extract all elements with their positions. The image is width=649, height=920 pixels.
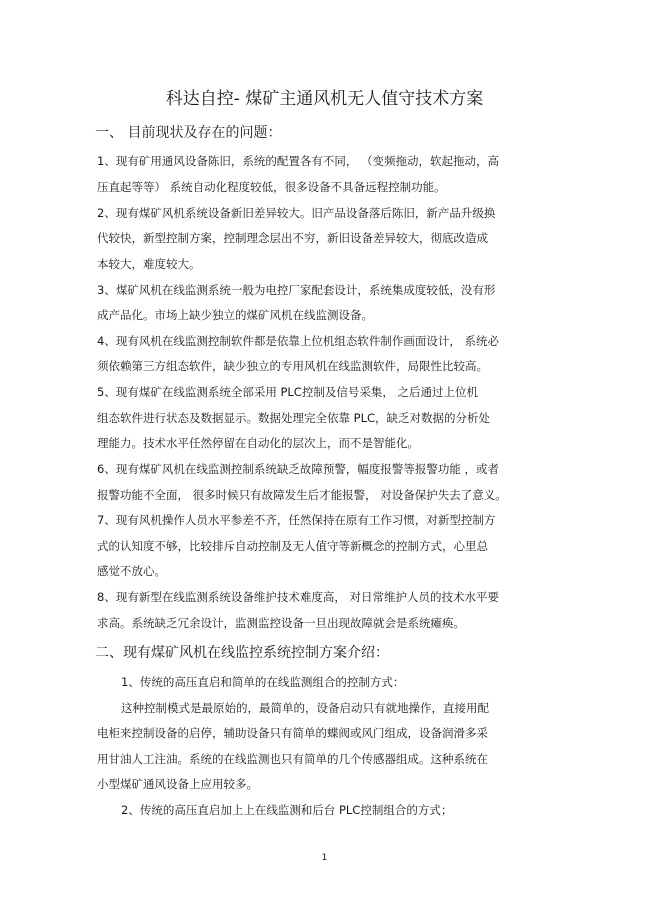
paragraph-line: 组态软件进行状态及数据显示。数据处理完全依靠 PLC，缺乏对数据的分析处 <box>97 411 491 425</box>
paragraph-line: 3、煤矿风机在线监测系统一般为电控厂家配套设计，系统集成度较低，没有形 <box>97 283 496 297</box>
paragraph-line: 报警功能不全面， 很多时候只有故障发生后才能报警， 对设备保护失去了意义。 <box>97 488 507 502</box>
paragraph-line: 代较快，新型控制方案，控制理念层出不穷，新旧设备差异较大，彻底改造成 <box>97 231 488 245</box>
section-2-heading: 二、现有煤矿风机在线监控系统控制方案介绍： <box>95 645 389 661</box>
paragraph-line: 1、现有矿用通风设备陈旧，系统的配置各有不同， （变频拖动，软起拖动，高 <box>97 154 499 168</box>
paragraph-line: 成产品化。市场上缺少独立的煤矿风机在线监测设备。 <box>97 308 373 322</box>
page-number: 1 <box>321 853 328 863</box>
paragraph-line: 8、现有新型在线监测系统设备维护技术难度高， 对日常维护人员的技术水平要 <box>97 590 499 604</box>
paragraph-line: 用甘油人工注油。系统的在线监测也只有简单的几个传感器组成。这种系统在 <box>97 752 488 766</box>
paragraph-line: 2、现有煤矿风机系统设备新旧差异较大。旧产品设备落后陈旧，新产品升级换 <box>97 206 496 220</box>
paragraph-line: 本较大，难度较大。 <box>97 257 201 271</box>
paragraph-line: 6、现有煤矿风机在线监测控制系统缺乏故障预警，幅度报警等报警功能 ，或者 <box>97 462 499 476</box>
paragraph-line: 5、现有煤矿在线监测系统全部采用 PLC控制及信号采集， 之后通过上位机 <box>97 385 478 399</box>
paragraph-line: 4、现有风机在线监测控制软件都是依靠上位机组态软件制作画面设计， 系统必 <box>97 334 499 348</box>
paragraph-line: 压直起等等） 系统自动化程度较低，很多设备不具备远程控制功能。 <box>97 180 446 194</box>
paragraph-line: 7、现有风机操作人员水平参差不齐，任然保持在原有工作习惯，对新型控制方 <box>97 513 496 527</box>
paragraph-line: 求高。系统缺乏冗余设计，监测监控设备一旦出现故障就会是系统瘫痪。 <box>97 616 465 630</box>
subheading-line: 2、传统的高压直启加上上在线监测和后台 PLC控制组合的方式； <box>121 803 453 817</box>
paragraph-line: 感觉不放心。 <box>97 564 166 578</box>
document-title: 科达自控- 煤矿主通风机无人值守技术方案 <box>165 89 484 109</box>
paragraph-line: 小型煤矿通风设备上应用较多。 <box>97 777 258 791</box>
section-1-heading: 一、 目前现状及存在的问题： <box>95 125 282 141</box>
subheading-line: 1、传统的高压直启和简单的在线监测组合的控制方式： <box>121 675 405 689</box>
paragraph-line: 这种控制模式是最原始的，最简单的，设备启动只有就地操作，直接用配 <box>121 701 489 715</box>
paragraph-line: 式的认知度不够，比较排斥自动控制及无人值守等新概念的控制方式，心里总 <box>97 539 488 553</box>
paragraph-line: 须依赖第三方组态软件，缺少独立的专用风机在线监测软件，局限性比较高。 <box>97 359 488 373</box>
paragraph-line: 理能力。技术水平任然停留在自动化的层次上，而不是智能化。 <box>97 436 419 450</box>
paragraph-line: 电柜来控制设备的启停，辅助设备只有简单的蝶阀或风门组成，设备润滑多采 <box>97 726 488 740</box>
